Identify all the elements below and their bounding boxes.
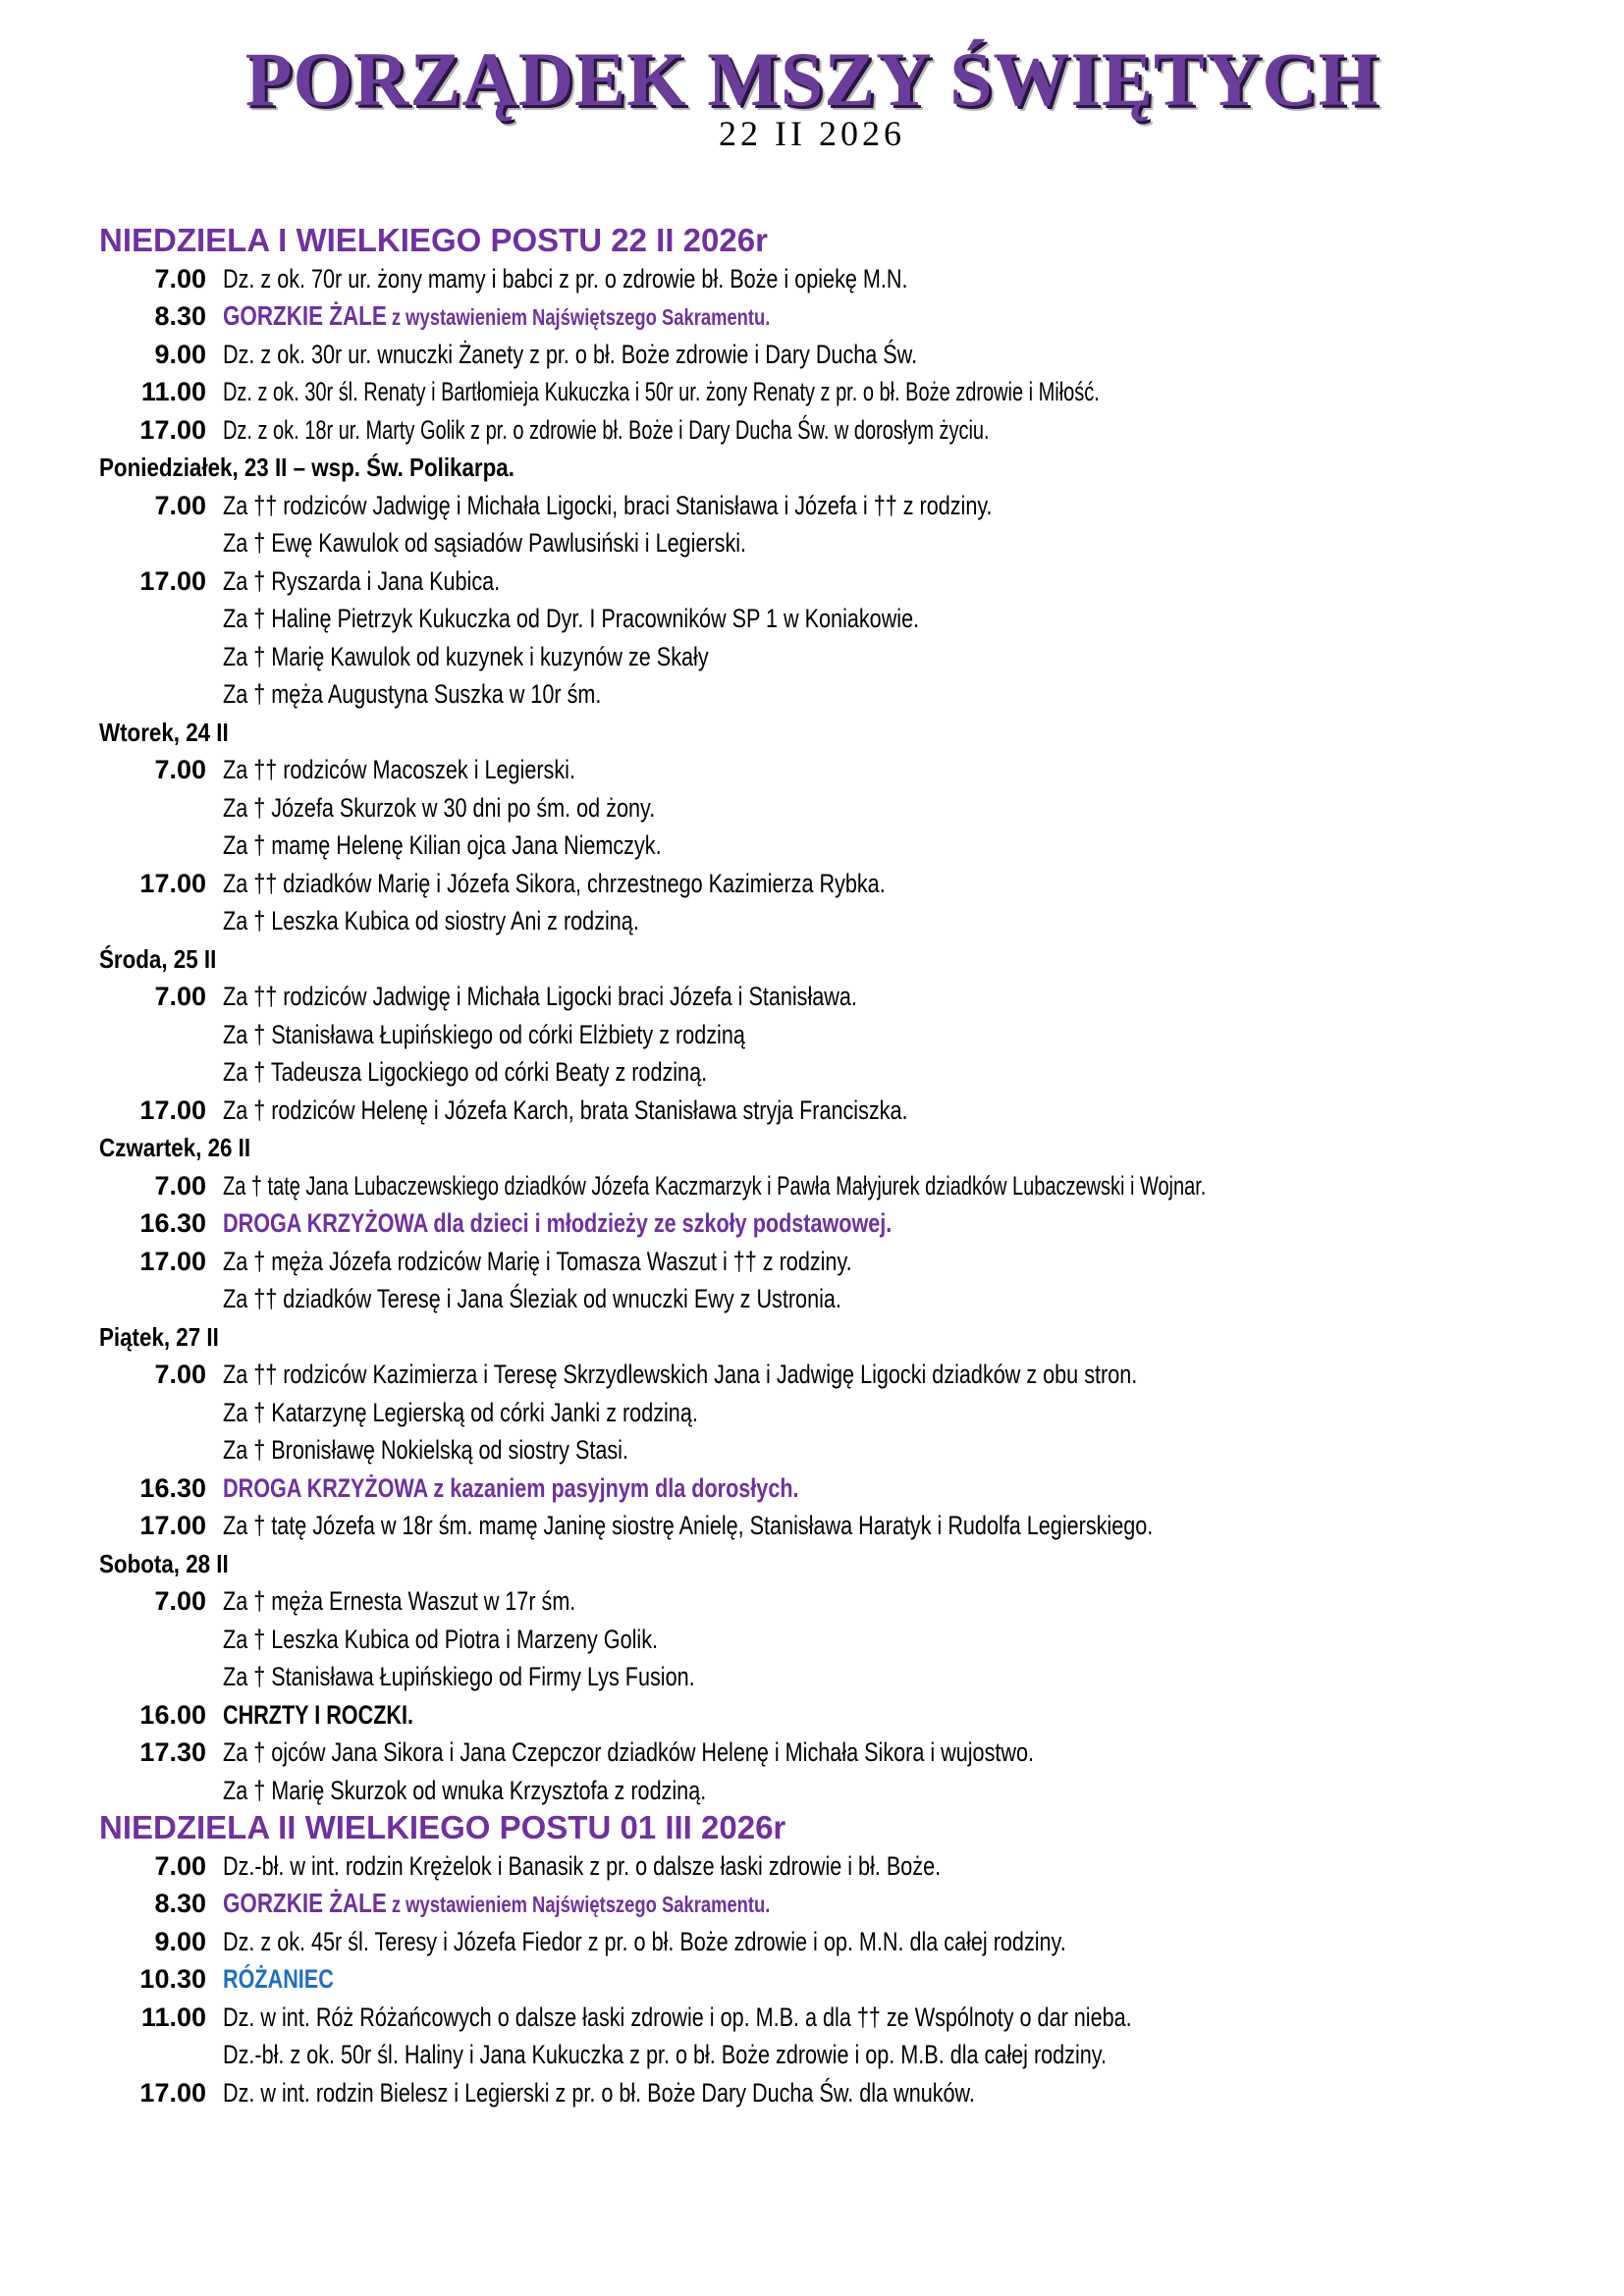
mass-entry bbox=[99, 1469, 1572, 1508]
mass-entry bbox=[99, 638, 1572, 676]
mass-intention: Za †† dziadków Marię i Józefa Sikora, chrzestnego Kazimierza Rybka. bbox=[223, 868, 886, 898]
mass-intention: Za † Bronisławę Nokielską od siostry Stasi. bbox=[223, 1435, 628, 1465]
mass-entry bbox=[99, 865, 1572, 903]
mass-entry bbox=[99, 1960, 1572, 1999]
mass-entry bbox=[99, 675, 1572, 714]
mass-entry bbox=[99, 260, 1572, 298]
mass-intention: Dz. z ok. 45r śl. Teresy i Józefa Fiedor z pr. o bł. Boże zdrowie i op. M.N. dla całej rodziny. bbox=[223, 1926, 1066, 1956]
mass-entry bbox=[99, 1658, 1572, 1696]
mass-entry bbox=[99, 1431, 1572, 1469]
mass-entry bbox=[99, 487, 1572, 525]
mass-time: 17.00 bbox=[139, 868, 206, 898]
mass-intention: Za † Stanisława Łupińskiego od córki Elżbiety z rodziną bbox=[223, 1019, 745, 1049]
mass-entry bbox=[99, 524, 1572, 562]
mass-entry bbox=[99, 1621, 1572, 1659]
mass-intention: Za † Leszka Kubica od Piotra i Marzeny Golik. bbox=[223, 1624, 659, 1654]
mass-entry bbox=[99, 1167, 1572, 1205]
mass-time: 16.00 bbox=[139, 1699, 206, 1730]
mass-intention: Za † Ewę Kawulok od sąsiadów Pawlusiński i Legierski. bbox=[223, 528, 747, 558]
mass-entry bbox=[99, 902, 1572, 940]
mass-intention: Za † Marię Skurzok od wnuka Krzysztofa z rodziną. bbox=[223, 1775, 707, 1805]
mass-entry bbox=[99, 1923, 1572, 1961]
mass-intention: Za † Ryszarda i Jana Kubica. bbox=[223, 565, 501, 596]
mass-intention: Za †† rodziców Jadwigę i Michała Ligocki, braci Stanisława i Józefa i †† z rodziny. bbox=[223, 490, 993, 520]
mass-time: 17.00 bbox=[139, 414, 206, 445]
mass-entry bbox=[99, 1053, 1572, 1092]
mass-entry bbox=[99, 562, 1572, 601]
mass-time: 7.00 bbox=[154, 755, 206, 784]
mass-intention: RÓŻANIEC bbox=[223, 1964, 334, 1994]
sunday-heading bbox=[99, 222, 1572, 260]
mass-intention: Za †† rodziców Macoszek i Legierski. bbox=[223, 755, 575, 784]
mass-intention: Za †† rodziców Jadwigę i Michała Ligocki braci Józefa i Stanisława. bbox=[223, 982, 857, 1011]
mass-time: 17.00 bbox=[139, 1511, 206, 1540]
mass-time: 10.30 bbox=[139, 1964, 206, 1994]
mass-entry bbox=[99, 1356, 1572, 1394]
mass-time: 17.00 bbox=[139, 565, 206, 596]
mass-entry bbox=[99, 1280, 1572, 1318]
mass-entry bbox=[99, 297, 1572, 336]
mass-intention: Dz.-bł. z ok. 50r śl. Haliny i Jana Kukuczka z pr. o bł. Boże zdrowie i op. M.B. dla całej rodziny. bbox=[223, 2040, 1107, 2069]
mass-time: 16.30 bbox=[139, 1208, 206, 1238]
mass-intention: Za † rodziców Helenę i Józefa Karch, brata Stanisława stryja Franciszka. bbox=[223, 1095, 908, 1125]
mass-time: 9.00 bbox=[154, 1926, 206, 1956]
schedule-list bbox=[99, 222, 1572, 2111]
mass-time: 11.00 bbox=[140, 377, 206, 406]
day-heading bbox=[99, 1318, 1572, 1357]
page-date: 22 II 2026 bbox=[719, 114, 905, 153]
mass-entry bbox=[99, 1092, 1572, 1130]
day-heading bbox=[99, 449, 1572, 487]
sunday-label: NIEDZIELA II WIELKIEGO POSTU 01 III 2026r bbox=[99, 1809, 786, 1845]
mass-entry bbox=[99, 1394, 1572, 1432]
mass-intention: Za † męża Ernesta Waszut w 17r śm. bbox=[223, 1586, 576, 1616]
mass-time: 7.00 bbox=[154, 263, 206, 294]
service-detail: z wystawieniem Najświętszego Sakramentu. bbox=[386, 304, 771, 330]
mass-entry bbox=[99, 1204, 1572, 1243]
day-label: Poniedziałek, 23 II – wsp. Św. Polikarpa. bbox=[99, 453, 514, 482]
mass-intention: Za † Leszka Kubica od siostry Ani z rodziną. bbox=[223, 906, 639, 935]
day-label: Środa, 25 II bbox=[99, 943, 217, 974]
day-label: Czwartek, 26 II bbox=[99, 1133, 251, 1162]
mass-time: 17.30 bbox=[139, 1737, 206, 1767]
mass-entry bbox=[99, 1016, 1572, 1054]
mass-intention: Dz. w int. Róż Różańcowych o dalsze łaski zdrowie i op. M.B. a dla †† ze Wspólnoty o dar nieba. bbox=[223, 2002, 1132, 2032]
mass-entry bbox=[99, 1696, 1572, 1735]
mass-intention: Za † męża Józefa rodziców Marię i Tomasza Waszut i †† z rodziny. bbox=[223, 1246, 852, 1276]
mass-time: 8.30 bbox=[154, 301, 206, 331]
mass-intention: Dz.-bł. w int. rodzin Krężelok i Banasik z pr. o dalsze łaski zdrowie i bł. Boże. bbox=[223, 1850, 942, 1881]
mass-entry bbox=[99, 2074, 1572, 2112]
mass-time: 16.30 bbox=[139, 1472, 206, 1503]
mass-time: 17.00 bbox=[139, 1246, 206, 1276]
mass-intention: Za † Józefa Skurzok w 30 dni po śm. od żony. bbox=[223, 792, 656, 823]
mass-time: 9.00 bbox=[154, 339, 206, 369]
day-label: Wtorek, 24 II bbox=[99, 717, 229, 747]
mass-time: 7.00 bbox=[154, 490, 206, 520]
mass-time: 11.00 bbox=[140, 2002, 206, 2032]
day-heading bbox=[99, 1545, 1572, 1583]
mass-intention: CHRZTY I ROCZKI. bbox=[223, 1699, 413, 1730]
mass-intention: Dz. z ok. 18r ur. Marty Golik z pr. o zdrowie bł. Boże i Dary Ducha Św. w dorosłym życiu. bbox=[223, 414, 990, 445]
mass-entry bbox=[99, 373, 1572, 411]
mass-time: 7.00 bbox=[154, 1586, 206, 1616]
mass-intention: Dz. z ok. 30r śl. Renaty i Bartłomieja Kukuczka i 50r ur. żony Renaty z pr. o bł. Boże zdrowie i Miłość. bbox=[223, 377, 1100, 406]
mass-intention: Za † Stanisława Łupińskiego od Firmy Lys Fusion. bbox=[223, 1662, 695, 1691]
mass-time: 7.00 bbox=[154, 1850, 206, 1881]
mass-intention: Dz. z ok. 30r ur. wnuczki Żanety z pr. o bł. Boże zdrowie i Dary Ducha Św. bbox=[223, 339, 918, 369]
day-label: Piątek, 27 II bbox=[99, 1321, 219, 1352]
service-highlight bbox=[223, 1885, 770, 1923]
mass-entry bbox=[99, 751, 1572, 789]
mass-intention: Za † Halinę Pietrzyk Kukuczka od Dyr. I Pracowników SP 1 w Koniakowie. bbox=[223, 604, 920, 633]
mass-intention: DROGA KRZYŻOWA dla dzieci i młodzieży ze szkoły podstawowej. bbox=[223, 1208, 893, 1238]
mass-intention: Za † tatę Jana Lubaczewskiego dziadków Józefa Kaczmarzyk i Pawła Małyjurek dziadków Lubaczewski i Wojnar. bbox=[223, 1170, 1207, 1201]
mass-time: 17.00 bbox=[139, 2077, 206, 2108]
sunday-label: NIEDZIELA I WIELKIEGO POSTU 22 II 2026r bbox=[99, 222, 768, 258]
mass-intention: Za † Marię Kawulok od kuzynek i kuzynów ze Skały bbox=[223, 641, 709, 671]
day-label: Sobota, 28 II bbox=[99, 1548, 229, 1578]
mass-entry bbox=[99, 1847, 1572, 1886]
day-heading bbox=[99, 1129, 1572, 1167]
mass-intention: Za † ojców Jana Sikora i Jana Czepczor dziadków Helenę i Michała Sikora i wujostwo. bbox=[223, 1737, 1034, 1767]
mass-entry bbox=[99, 827, 1572, 865]
mass-intention: Za † Katarzynę Legierską od córki Janki z rodziną. bbox=[223, 1397, 698, 1427]
page-title: PORZĄDEK MSZY ŚWIĘTYCH bbox=[244, 36, 1380, 122]
mass-entry bbox=[99, 1885, 1572, 1923]
mass-intention: Dz. z ok. 70r ur. żony mamy i babci z pr. o zdrowie bł. Boże i opiekę M.N. bbox=[223, 263, 908, 294]
mass-entry bbox=[99, 1507, 1572, 1545]
mass-intention: DROGA KRZYŻOWA z kazaniem pasyjnym dla dorosłych. bbox=[223, 1472, 799, 1503]
mass-intention: Za †† rodziców Kazimierza i Teresę Skrzydlewskich Jana i Jadwigę Ligocki dziadków z obu stron. bbox=[223, 1360, 1138, 1389]
service-detail: z wystawieniem Najświętszego Sakramentu. bbox=[386, 1892, 771, 1917]
mass-time: 17.00 bbox=[139, 1095, 206, 1125]
mass-intention: Za † mamę Helenę Kilian ojca Jana Niemczyk. bbox=[223, 830, 662, 860]
mass-intention: Za †† dziadków Teresę i Jana Śleziak od wnuczki Ewy z Ustronia. bbox=[223, 1284, 841, 1313]
mass-time: 7.00 bbox=[154, 982, 206, 1011]
sunday-heading bbox=[99, 1809, 1572, 1847]
mass-intention: Dz. w int. rodzin Bielesz i Legierski z pr. o bł. Boże Dary Ducha Św. dla wnuków. bbox=[223, 2077, 975, 2108]
day-heading bbox=[99, 940, 1572, 979]
mass-time: 7.00 bbox=[154, 1360, 206, 1389]
service-name: GORZKIE ŻALE bbox=[223, 1888, 387, 1918]
mass-entry bbox=[99, 600, 1572, 638]
mass-entry bbox=[99, 1772, 1572, 1810]
mass-entry bbox=[99, 1582, 1572, 1621]
mass-intention: Za † tatę Józefa w 18r śm. mamę Janinę siostrę Anielę, Stanisława Haratyk i Rudolfa Legierskiego. bbox=[223, 1511, 1154, 1540]
mass-entry bbox=[99, 789, 1572, 828]
day-heading bbox=[99, 714, 1572, 752]
mass-entry bbox=[99, 411, 1572, 450]
service-name: GORZKIE ŻALE bbox=[223, 300, 387, 331]
mass-entry bbox=[99, 1243, 1572, 1281]
mass-entry bbox=[99, 336, 1572, 374]
mass-intention: Za † Tadeusza Ligockiego od córki Beaty z rodziną. bbox=[223, 1057, 708, 1087]
mass-time: 8.30 bbox=[154, 1889, 206, 1918]
mass-entry bbox=[99, 1734, 1572, 1772]
service-highlight bbox=[223, 297, 770, 336]
mass-entry bbox=[99, 2036, 1572, 2074]
mass-entry bbox=[99, 1999, 1572, 2037]
mass-intention: Za † męża Augustyna Suszka w 10r śm. bbox=[223, 679, 602, 709]
mass-time: 7.00 bbox=[154, 1170, 206, 1201]
mass-entry bbox=[99, 978, 1572, 1016]
